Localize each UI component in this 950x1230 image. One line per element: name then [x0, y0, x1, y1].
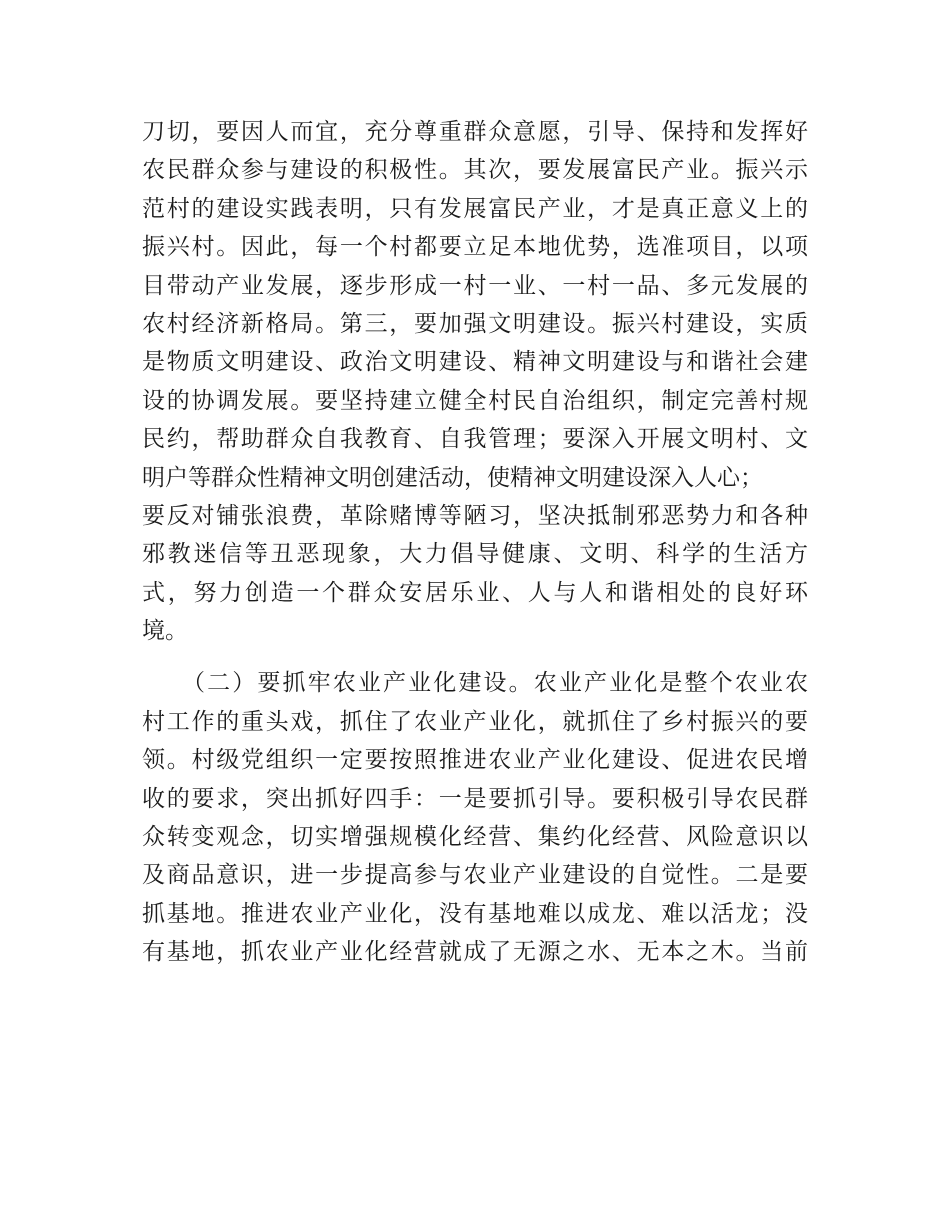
text-line: 村工作的重头戏，抓住了农业产业化，就抓住了乡村振兴的要 [142, 708, 808, 735]
text-line: 范村的建设实践表明，只有发展富民产业，才是真正意义上的 [142, 195, 808, 222]
text-line: 式，努力创造一个群众安居乐业、人与人和谐相处的良好环 [142, 579, 808, 606]
text-line: 领。村级党组织一定要按照推进农业产业化建设、促进农民增 [142, 747, 808, 774]
text-line: 众转变观念，切实增强规模化经营、集约化经营、风险意识以 [142, 824, 808, 851]
text-line: 振兴村。因此，每一个村都要立足本地优势，选准项目，以项 [142, 234, 808, 261]
text-line: 农村经济新格局。第三，要加强文明建设。振兴村建设，实质 [142, 310, 808, 337]
text-line: 抓基地。推进农业产业化，没有基地难以成龙、难以活龙；没 [142, 900, 808, 927]
text-line: 要反对铺张浪费，革除赌博等陋习，坚决抵制邪恶势力和各种 [142, 502, 808, 529]
text-line: 有基地，抓农业产业化经营就成了无源之水、无本之木。当前 [142, 939, 808, 966]
text-line: 设的协调发展。要坚持建立健全村民自治组织，制定完善村规 [142, 387, 808, 414]
text-line: 农民群众参与建设的积极性。其次，要发展富民产业。振兴示 [142, 157, 808, 184]
text-line: 民约，帮助群众自我教育、自我管理；要深入开展文明村、文 [142, 426, 808, 453]
text-line: 刀切，要因人而宜，充分尊重群众意愿，引导、保持和发挥好 [142, 119, 808, 145]
text-line: 是物质文明建设、政治文明建设、精神文明建设与和谐社会建 [142, 349, 808, 376]
text-line: 境。 [142, 618, 188, 645]
text-line: （二）要抓牢农业产业化建设。农业产业化是整个农业农 [182, 670, 808, 697]
text-line: 及商品意识，进一步提高参与农业产业建设的自觉性。二是要 [142, 862, 808, 889]
text-line: 收的要求，突出抓好四手：一是要抓引导。要积极引导农民群 [142, 785, 808, 812]
text-line: 明户等群众性精神文明创建活动，使精神文明建设深入人心； [142, 464, 763, 491]
paragraph-1 [142, 113, 808, 650]
paragraph-gap [142, 650, 808, 664]
text-line: 邪教迷信等丑恶现象，大力倡导健康、文明、科学的生活方 [142, 541, 808, 568]
paragraph-2 [142, 664, 808, 971]
body-text [142, 113, 808, 972]
text-line: 目带动产业发展，逐步形成一村一业、一村一品、多元发展的 [142, 272, 808, 299]
